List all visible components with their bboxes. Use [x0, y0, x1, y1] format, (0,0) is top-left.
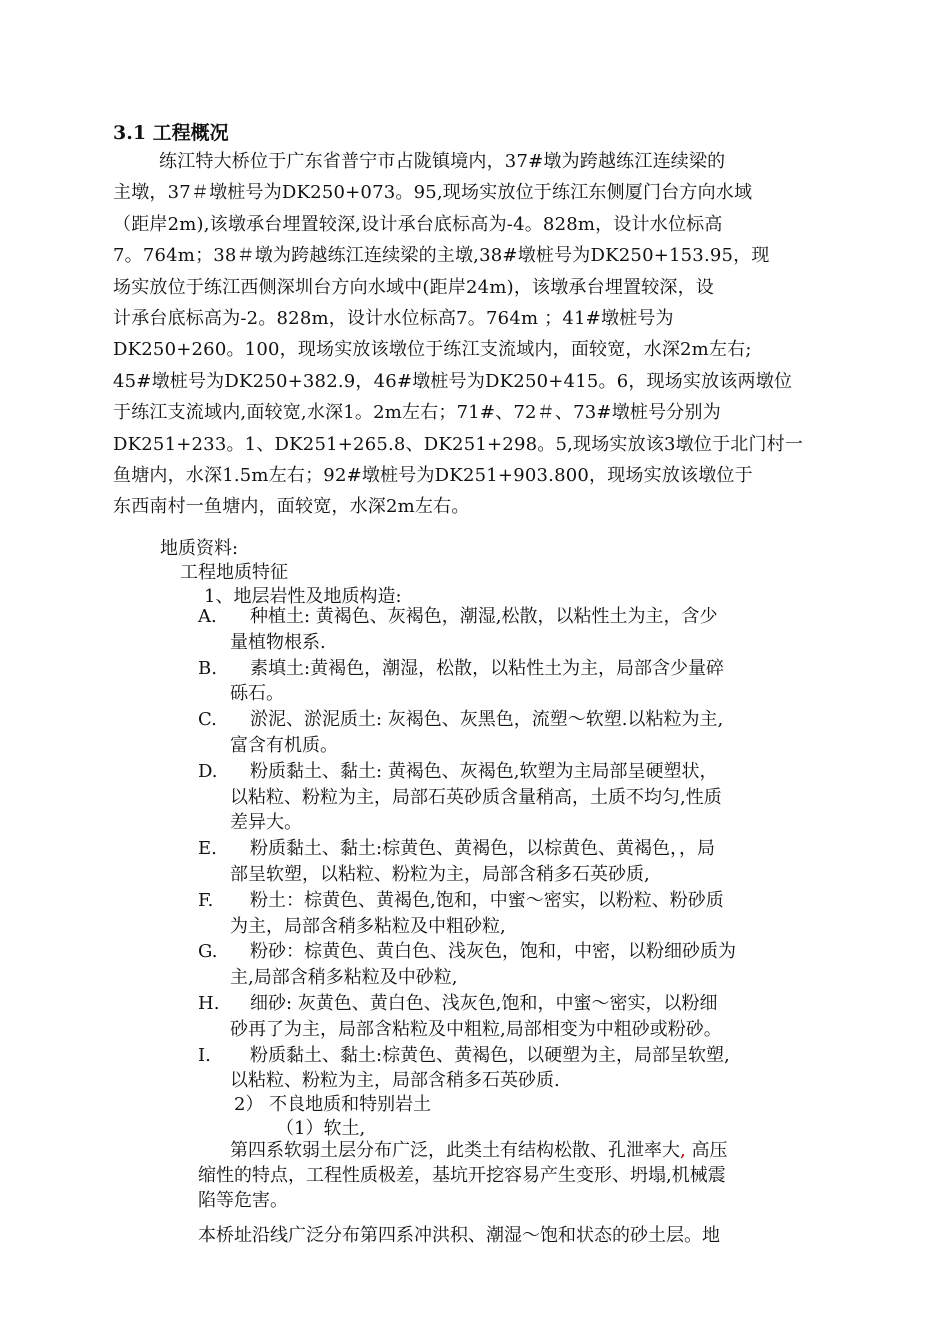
- layer-line: 淤泥、淤泥质土: 灰褐色、灰黑色，流塑～软塑.以粘粒为主,: [250, 709, 724, 731]
- layer-line: 为主，局部含稍多粘粒及中粗砂粒,: [230, 915, 506, 937]
- intro-line: 7。764m；38＃墩为跨越练江连续梁的主墩,38#墩桩号为DK250+153.95，现: [113, 245, 770, 267]
- layer-line: 主,局部含稍多粘粒及中砂粒,: [230, 967, 458, 989]
- intro-line: 主墩，37＃墩桩号为DK250+073。95,现场实放位于练江东侧厦门台方向水域: [113, 182, 753, 204]
- layer-line: 砂再了为主，局部含粘粒及中粗粒,局部相变为中粗砂或粉砂。: [230, 1018, 722, 1040]
- soft-soil-paragraph: [198, 1138, 878, 1214]
- layer-marker: F.: [198, 889, 214, 911]
- section-2-1-title: （1）软土,: [276, 1118, 366, 1139]
- layer-line: 素填土:黄褐色，潮湿，松散，以粘性土为主，局部含少量碎: [250, 657, 725, 679]
- layer-list: [198, 604, 878, 1094]
- last-line: 本桥址沿线广泛分布第四系冲洪积、潮湿～饱和状态的砂土层。地: [198, 1225, 720, 1246]
- geo-subtitle: 工程地质特征: [180, 562, 288, 583]
- layer-line: 以粘粒、粉粒为主，局部石英砂质含量稍高，土质不均匀,性质: [230, 786, 722, 808]
- layer-item-d: [198, 759, 878, 836]
- layer-line: 量植物根系.: [230, 631, 326, 653]
- layer-item-g: [198, 939, 878, 991]
- layer-line: 细砂: 灰黄色、黄白色、浅灰色,饱和，中蜜～密实，以粉细: [250, 992, 718, 1014]
- layer-marker: H.: [198, 992, 220, 1014]
- layer-marker: B.: [198, 657, 217, 679]
- layer-marker: I.: [198, 1044, 211, 1066]
- layer-line: 粉质黏土、黏土: 黄褐色、灰褐色,软塑为主局部呈硬塑状，: [250, 760, 718, 782]
- layer-marker: D.: [198, 760, 218, 782]
- intro-line: 场实放位于练江西侧深圳台方向水域中(距岸24m)，该墩承台埋置较深，设: [113, 276, 715, 298]
- intro-line: 练江特大桥位于广东省普宁市占陇镇境内，37#墩为跨越练江连续梁的: [159, 151, 726, 172]
- layer-item-f: [198, 888, 878, 940]
- layer-line: 以粘粒、粉粒为主，局部含稍多石英砂质.: [230, 1070, 560, 1092]
- layer-line: 砾石。: [230, 683, 284, 705]
- intro-line: 鱼塘内，水深1.5m左右；92#墩桩号为DK251+903.800，现场实放该墩位于: [113, 464, 753, 486]
- intro-line: 东西南村一鱼塘内，面较宽，水深2m左右。: [113, 496, 470, 518]
- layer-line: 种植土: 黄褐色、灰褐色，潮湿,松散，以粘性土为主，含少: [250, 606, 718, 627]
- layer-line: 粉质黏土、黏土:棕黄色、黄褐色，以棕黄色、黄褐色，，局: [250, 838, 716, 860]
- soft-line-3: 陷等危害。: [198, 1190, 288, 1212]
- layer-line: 粉土：棕黄色、黄褐色,饱和，中蜜～密实，以粉粒、粉砂质: [250, 889, 724, 911]
- intro-line: DK251+233。1、DK251+265.8、DK251+298。5,现场实放该3墩位于北门村一: [113, 433, 804, 455]
- intro-line: 计承台底标高为-2。828m，设计水位标高7。764m ；41#墩桩号为: [113, 307, 674, 329]
- layer-item-a: [198, 604, 878, 656]
- section-2-title: 2） 不良地质和特别岩土: [234, 1094, 432, 1115]
- layer-line: 富含有机质。: [230, 734, 338, 756]
- layer-item-i: [198, 1043, 878, 1095]
- geo-title: 地质资料:: [160, 538, 239, 559]
- soft-line-2: 缩性的特点，工程性质极差，基坑开挖容易产生变形、坍塌,机械震: [198, 1165, 726, 1187]
- layer-line: 粉砂：棕黄色、黄白色、浅灰色，饱和，中密，以粉细砂质为: [250, 941, 736, 963]
- intro-line: （距岸2m),该墩承台埋置较深,设计承台底标高为-4。828m，设计水位标高: [113, 213, 723, 235]
- soft-line-1-red-comma: ,: [680, 1140, 686, 1161]
- layer-item-h: [198, 991, 878, 1043]
- layer-marker: A.: [198, 606, 217, 627]
- soft-line-1: [198, 1138, 878, 1163]
- layer-marker: G.: [198, 941, 218, 963]
- layer-line: 部呈软塑，以粘粒、粉粒为主，局部含稍多石英砂质,: [230, 863, 650, 885]
- geo-section-1: 1、地层岩性及地质构造:: [204, 586, 402, 607]
- layer-line: 粉质黏土、黏土:棕黄色、黄褐色，以硬塑为主，局部呈软塑,: [250, 1044, 730, 1066]
- intro-line: 45#墩桩号为DK250+382.9，46#墩桩号为DK250+415。6，现场实放该两墩位: [113, 370, 793, 392]
- soft-line-1-tail: 高压: [685, 1140, 728, 1161]
- intro-paragraph: [113, 146, 873, 523]
- intro-line: DK250+260。100，现场实放该墩位于练江支流域内，面较宽，水深2m左右;: [113, 339, 752, 361]
- section-heading: 3.1 工程概况: [113, 122, 229, 144]
- layer-item-c: [198, 707, 878, 759]
- layer-line: 差异大。: [230, 812, 302, 834]
- intro-line: 于练江支流域内,面较宽,水深1。2m左右；71#、72＃、73#墩桩号分别为: [113, 402, 721, 424]
- layer-item-b: [198, 656, 878, 708]
- layer-item-e: [198, 836, 878, 888]
- layer-marker: C.: [198, 709, 217, 731]
- soft-line-1-text: 第四系软弱土层分布广泛，此类土有结构松散、孔泄率大: [230, 1140, 680, 1161]
- layer-marker: E.: [198, 838, 217, 860]
